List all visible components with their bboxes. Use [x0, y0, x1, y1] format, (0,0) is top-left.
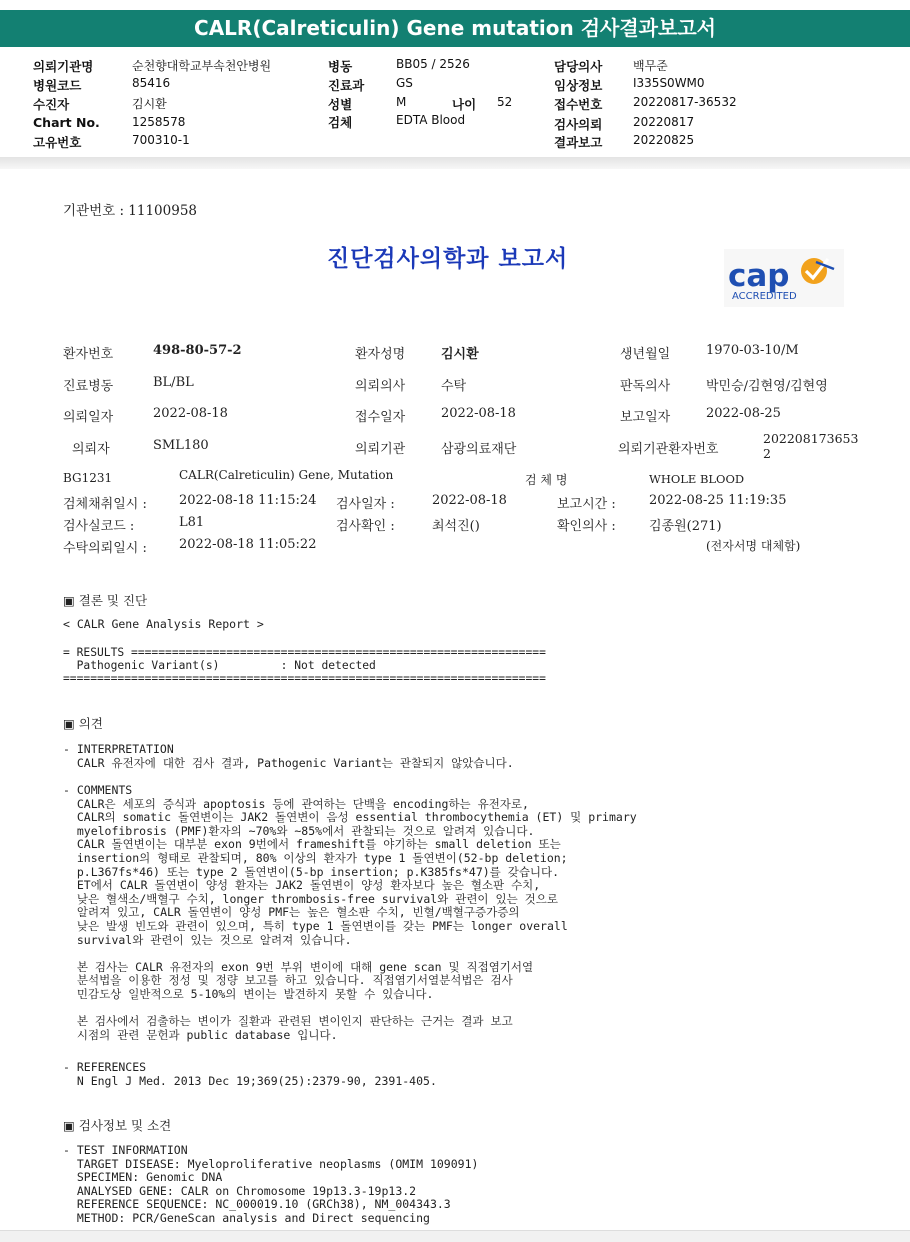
header-label: Chart No.	[33, 115, 100, 130]
test-code: BG1231	[63, 471, 113, 485]
meta-label: 검체채취일시 :	[63, 497, 147, 512]
cap-logo-text: cap	[728, 258, 790, 294]
header-label: 검사의뢰	[554, 117, 603, 132]
header-value: 1258578	[132, 115, 186, 129]
patient-value: SML180	[153, 438, 209, 453]
meta-label: 검사일자 :	[336, 497, 395, 512]
interpretation-block: - INTERPRETATION CALR 유전자에 대한 검사 결과, Pathogenic Variant는 관찰되지 않았습니다.	[63, 742, 514, 770]
test-name: CALR(Calreticulin) Gene, Mutation	[179, 468, 394, 482]
header-value: 백무준	[633, 59, 668, 73]
header-label: 고유번호	[33, 135, 82, 150]
patient-value: 삼광의료재단	[441, 442, 517, 457]
header-label: 의뢰기관명	[33, 59, 94, 74]
header-value: BB05 / 2526	[396, 57, 470, 71]
section-heading-conclusion: ▣ 결론 및 진단	[63, 593, 148, 608]
specimen-value: WHOLE BLOOD	[649, 472, 745, 486]
patient-label: 보고일자	[620, 410, 671, 425]
patient-value: 1970-03-10/M	[706, 343, 799, 358]
meta-value: 최석진()	[432, 519, 480, 534]
patient-label: 의뢰자	[72, 442, 110, 457]
header-label: 병동	[328, 59, 353, 74]
patient-label: 의뢰기관환자번호	[618, 442, 719, 457]
patient-label: 환자번호	[63, 347, 114, 362]
header-value: 700310-1	[132, 133, 190, 147]
patient-name: 김시환	[441, 347, 479, 362]
section-heading-opinion: ▣ 의견	[63, 716, 103, 731]
patient-label: 생년월일	[620, 347, 671, 362]
meta-label: 확인의사 :	[557, 519, 616, 534]
patient-value: 2022-08-18	[441, 406, 516, 421]
header-value: M	[396, 95, 407, 109]
header-value: 20220817	[633, 115, 695, 129]
header-value: 김시환	[132, 97, 167, 111]
results-block: = RESULTS ============================================================= Pathogenic Variant(s) : Not detected =======================================================================	[63, 646, 546, 686]
meta-value: 2022-08-25 11:19:35	[649, 493, 787, 508]
meta-value: 2022-08-18	[432, 493, 507, 508]
patient-value: 2022-08-25	[706, 406, 781, 421]
header-label: 결과보고	[554, 135, 603, 150]
meta-value: 김종원(271)	[649, 519, 722, 534]
patient-label: 진료병동	[63, 379, 114, 394]
header-value: 순천향대학교부속천안병원	[132, 59, 272, 73]
report-heading: < CALR Gene Analysis Report >	[63, 617, 264, 631]
header-value: EDTA Blood	[396, 113, 466, 127]
section-heading-test-info: ▣ 검사정보 및 소견	[63, 1118, 172, 1133]
patient-label: 의뢰의사	[355, 379, 406, 394]
patient-label: 의뢰일자	[63, 410, 114, 425]
patient-number: 498-80-57-2	[153, 343, 242, 358]
meta-label: 수탁의뢰일시 :	[63, 541, 147, 556]
patient-label: 환자성명	[355, 347, 406, 362]
header-value: 52	[497, 95, 513, 109]
meta-label: 보고시간 :	[557, 497, 616, 512]
patient-label: 판독의사	[620, 379, 671, 394]
header-label: 나이	[452, 97, 477, 112]
header-label: 담당의사	[554, 59, 603, 74]
header-label: 검체	[328, 115, 353, 130]
header-value: GS	[396, 76, 413, 90]
patient-label: 의뢰기관	[355, 442, 406, 457]
comments-block: - COMMENTS CALR은 세포의 증식과 apoptosis 등에 관여하는 단백을 encoding하는 유전자로, CALR의 somatic 돌연변이는 JAK2 돌연변이 음성 essential thrombocythemia (ET) 및 primary myelofibrosis (PMF)환자의 ~70%와 ~85%에서 관찰되는 것으로 알려져 있습니다. CALR 돌연변이는 대부분 exon 9번에서 frameshift를 야기하는 small deletion 또는 insertion의 형태로 관찰되며, 80% 이상의 환자가 type 1 돌연변이(52-bp deletion; p.L367fs*46) 또는 type 2 돌연변이(5-bp insertion; p.K385fs*47)를 갖습니다. ET에서 CALR 돌연변이 양성 환자는 JAK2 돌연변이 양성 환자보다 높은 혈소판 수치, 낮은 혈색소/백혈구 수치, longer thrombosis-free survival와 관련이 있는 것으로 알려져 있고, CALR 돌연변이 양성 PMF는 높은 혈소판 수치, 빈혈/백혈구증가증의 낮은 발생 빈도와 관련이 있으며, 특히 type 1 돌연변이를 갖는 PMF는 longer overall survival와 관련이 있는 것으로 알려져 있습니다. 본 검사는 CALR 유전자의 exon 9번 부위 변이에 대해 gene scan 및 직접염기서열 분석법을 이용한 정성 및 정량 보고를 하고 있습니다. 직접염기서열분석법은 검사 민감도상 일반적으로 5-10%의 변이는 발견하지 못할 수 있습니다. 본 검사에서 검출하는 변이가 질환과 관련된 변이인지 판단하는 근거는 결과 보고 시점의 관련 문헌과 public database 입니다.	[63, 783, 637, 1042]
header-separator	[0, 157, 910, 169]
patient-label: 접수일자	[355, 410, 406, 425]
references-block: - REFERENCES N Engl J Med. 2013 Dec 19;369(25):2379-90, 2391-405.	[63, 1060, 437, 1088]
header-value: I335S0WM0	[633, 76, 705, 90]
header-label: 임상정보	[554, 78, 603, 93]
patient-value: 수탁	[441, 379, 467, 394]
cap-logo-subtext: ACCREDITED	[732, 291, 797, 302]
header-label: 성별	[328, 97, 353, 112]
patient-value: 2022-08-18	[153, 406, 228, 421]
meta-value: 2022-08-18 11:05:22	[179, 537, 317, 552]
specimen-label: 검 체 명	[525, 473, 568, 487]
institution-number: 기관번호 : 11100958	[63, 203, 198, 219]
signature-note: (전자서명 대체함)	[706, 539, 801, 553]
patient-value: 2	[763, 446, 771, 461]
header-value: 20220817-36532	[633, 95, 737, 109]
test-information-block: - TEST INFORMATION TARGET DISEASE: Myeloproliferative neoplasms (OMIM 109091) SPECIMEN: Genomic DNA ANALYSED GENE: CALR on Chromosome 19p13.3-19p13.2 REFERENCE SEQUENCE: NC_000019.10 (GRCh38), NM_004343.3 METHOD: PCR/GeneScan analysis and Direct sequencing	[63, 1143, 479, 1225]
cap-accredited-logo	[724, 249, 844, 307]
meta-label: 검사실코드 :	[63, 519, 135, 534]
patient-value: 202208173653	[763, 431, 859, 446]
page-bottom-edge	[0, 1230, 910, 1242]
report-title-bar: CALR(Calreticulin) Gene mutation 검사결과보고서	[0, 10, 910, 47]
report-title: 진단검사의학과 보고서	[327, 245, 569, 272]
header-label: 진료과	[328, 78, 365, 93]
header-label: 접수번호	[554, 97, 603, 112]
meta-value: 2022-08-18 11:15:24	[179, 493, 317, 508]
header-value: 85416	[132, 76, 171, 90]
meta-label: 검사확인 :	[336, 519, 395, 534]
patient-value: 박민승/김현영/김현영	[706, 379, 828, 394]
header-label: 병원코드	[33, 78, 82, 93]
header-value: 20220825	[633, 133, 695, 147]
meta-value: L81	[179, 515, 205, 530]
patient-value: BL/BL	[153, 375, 194, 390]
header-label: 수진자	[33, 97, 70, 112]
